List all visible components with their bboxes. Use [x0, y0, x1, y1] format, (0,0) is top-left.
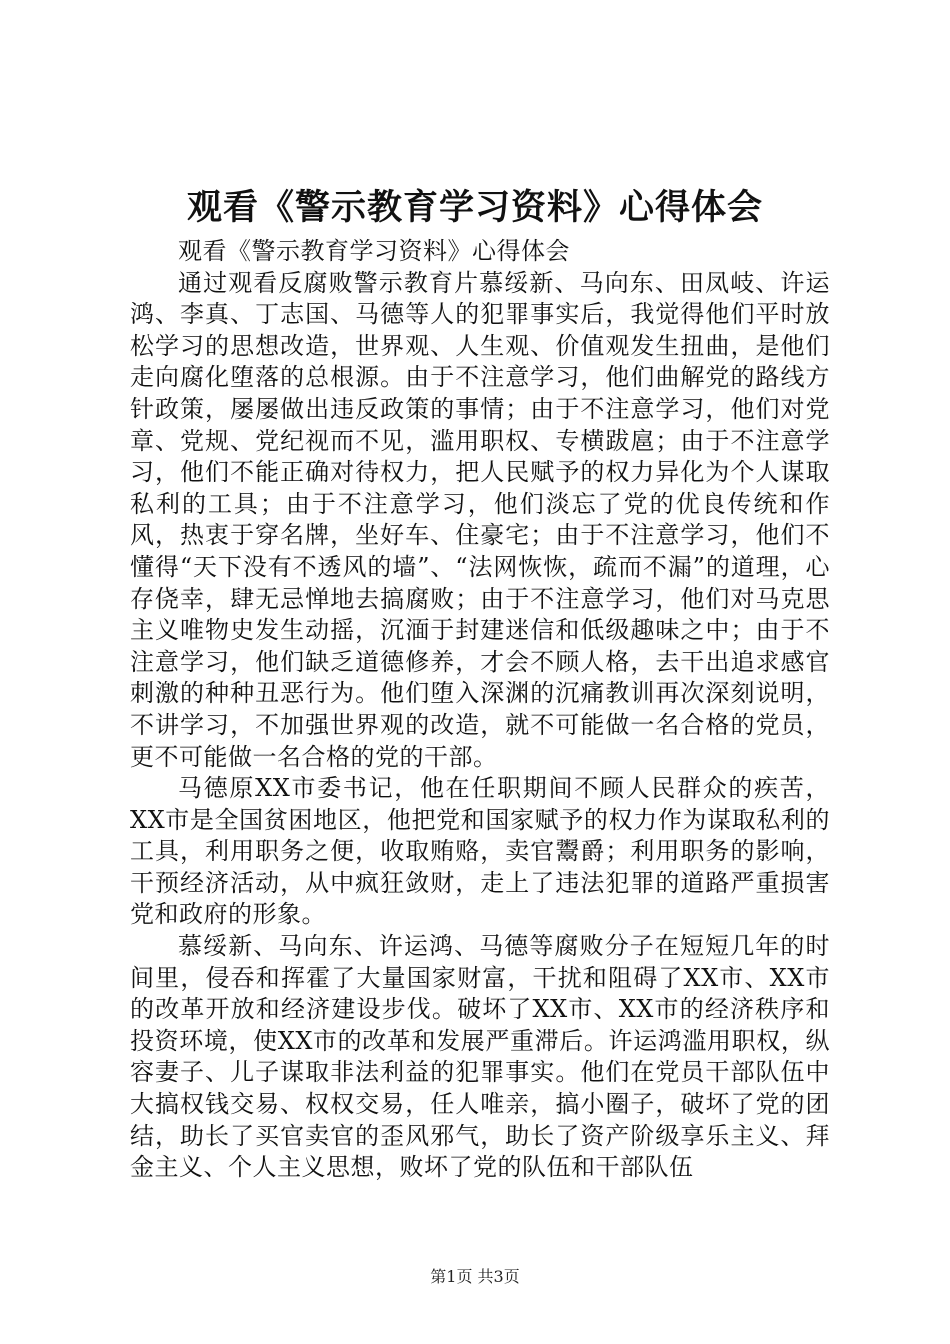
- document-body: [130, 236, 830, 1184]
- paragraph: 通过观看反腐败警示教育片慕绥新、马向东、田凤岐、许运鸿、李真、丁志国、马德等人的犯罪事实后，我觉得他们平时放松学习的思想改造，世界观、人生观、价值观发生扭曲，是他们走向腐化堕落的总根源。由于不注意学习，他们曲解党的路线方针政策，屡屡做出违反政策的事情；由于不注意学习，他们对党章、党规、党纪视而不见，滥用职权、专横跋扈；由于不注意学习，他们不能正确对待权力，把人民赋予的权力异化为个人谋取私利的工具；由于不注意学习，他们淡忘了党的优良传统和作风，热衷于穿名牌，坐好车、住豪宅；由于不注意学习，他们不懂得“天下没有不透风的墙”、“法网恢恢，疏而不漏”的道理，心存侥幸，肆无忌惮地去搞腐败；由于不注意学习，他们对马克思主义唯物史发生动摇，沉湎于封建迷信和低级趣味之中；由于不注意学习，他们缺乏道德修养，才会不顾人格，去干出追求感官刺激的种种丑恶行为。他们堕入深渊的沉痛教训再次深刻说明，不讲学习，不加强世界观的改造，就不可能做一名合格的党员，更不可能做一名合格的党的干部。: [130, 268, 830, 771]
- paragraph: 慕绥新、马向东、许运鸿、马德等腐败分子在短短几年的时间里，侵吞和挥霍了大量国家财富，干扰和阻碍了XX市、XX市的改革开放和经济建设步伐。破坏了XX市、XX市的经济秩序和投资环境，使XX市的改革和发展严重滞后。许运鸿滥用职权，纵容妻子、儿子谋取非法利益的犯罪事实。他们在党员干部队伍中大搞权钱交易、权权交易，任人唯亲，搞小圈子，破坏了党的团结，助长了买官卖官的歪风邪气，助长了资产阶级享乐主义、拜金主义、个人主义思想，败坏了党的队伍和干部队伍: [130, 932, 830, 1182]
- paragraph: 马德原XX市委书记，他在任职期间不顾人民群众的疾苦，XX市是全国贫困地区，他把党和国家赋予的权力作为谋取私利的工具，利用职务之便，收取贿赂，卖官鬻爵；利用职务的影响，干预经济活动，从中疯狂敛财，走上了违法犯罪的道路严重损害党和政府的形象。: [130, 774, 830, 929]
- paragraph-subtitle: 观看《警示教育学习资料》心得体会: [178, 237, 570, 265]
- page-number: 第1页 共3页: [430, 1267, 520, 1286]
- document-title: 观看《警示教育学习资料》心得体会: [186, 187, 763, 228]
